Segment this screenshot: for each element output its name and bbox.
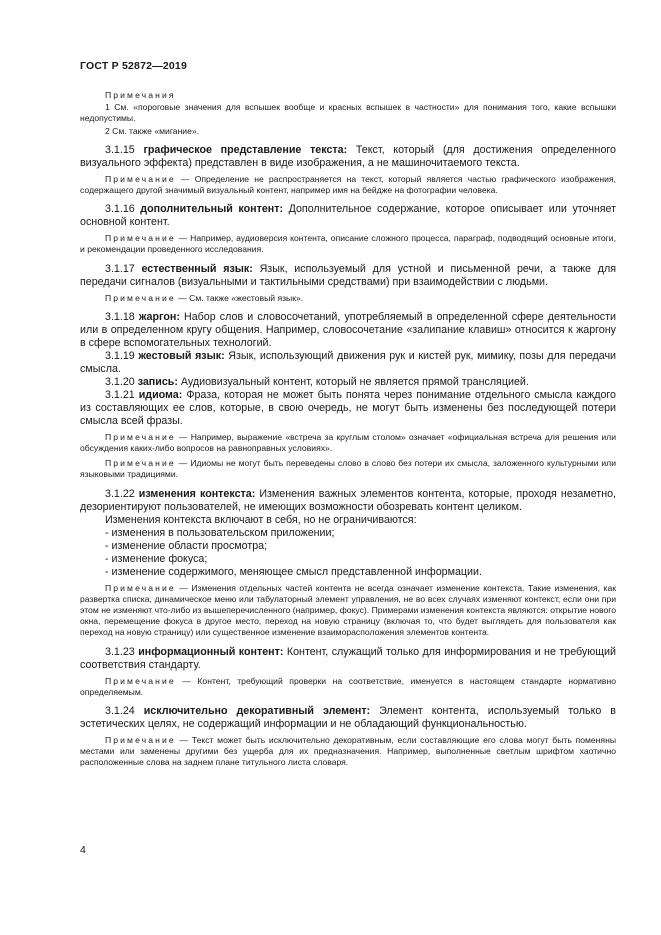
context-change-list	[80, 527, 616, 579]
term-number: 3.1.24	[105, 705, 144, 718]
term-number: 3.1.16	[105, 203, 141, 216]
term-name: идиома:	[138, 388, 183, 401]
term-name: информационный контент:	[138, 645, 284, 658]
term-name: естественный язык:	[141, 262, 253, 275]
term-definition: Фраза, которая не может быть понята через понимание отдельного смысла каждого из составляющих ее слов, которые, в свою очередь, не могут быть изменены без последующей потери смысла всей фразы.	[80, 388, 616, 427]
note-label: Примечание	[105, 233, 176, 244]
page-number: 4	[80, 844, 86, 856]
term-name: графическое представление текста:	[143, 143, 348, 156]
note-dash: —	[175, 675, 198, 686]
term-entry	[80, 646, 616, 672]
term-note	[80, 293, 616, 304]
note-label: Примечание	[105, 458, 176, 469]
note-label: Примечание	[105, 675, 176, 686]
note-text: Например, аудиоверсия контента, описание сложного процесса, параграф, подводящий основные итоги, и рекомендации проведенного исследования.	[80, 233, 616, 255]
note-item-2: 2 См. также «мигание».	[105, 125, 200, 136]
term-definition: Элемент контента, используемый только в эстетических целях, не содержащий информации и не обладающий функциональностью.	[80, 705, 616, 731]
notes-label: Примечания	[105, 90, 176, 100]
term-note	[80, 174, 616, 196]
note-dash: —	[175, 431, 191, 442]
term-number: 3.1.19	[105, 349, 139, 362]
term-number: 3.1.18	[105, 310, 139, 323]
term-entry	[80, 488, 616, 514]
term-entry	[80, 144, 616, 170]
list-item: - изменение содержимого, меняющее смысл представленной информации.	[105, 565, 482, 578]
term-note	[80, 676, 616, 698]
note-dash: —	[175, 458, 191, 469]
note-label: Примечание	[105, 292, 176, 303]
term-name: изменения контекста:	[138, 487, 256, 500]
note-text: Определение не распространяется на текст, который является частью графического изображения, содержащего другой значимый визуальный контент, например имя на бейдже на фотографии человека.	[80, 173, 616, 196]
term-number: 3.1.22	[105, 487, 139, 500]
term-number: 3.1.15	[105, 143, 144, 156]
list-item: - изменение фокуса;	[105, 552, 208, 565]
note-text: См. также «жестовый язык».	[189, 292, 304, 303]
term-definition: Дополнительное содержание, которое описывает или уточняет основной контент.	[80, 203, 617, 229]
note-dash: —	[175, 292, 190, 303]
term-name: жестовый язык:	[138, 349, 225, 362]
note-text: Изменения отдельных частей контента не всегда означает изменение контекста. Такие изменения, как развертка списка, динамическое меню или табулаторный элемент управления, не во всех случаях изменяют контекст, если они при этом не изменяют что-либо из вышеперечисленного (например, фокус). Примерами изменения контекста являются: открытие нового окна, перемещение фокуса в другое место, переход на новую страницу (включая то, что будет выглядеть для пользователя как переход на новую страницу) или существенное изменение взаиморасположения элементов контента.	[80, 582, 616, 638]
list-item: - изменение области просмотра;	[105, 539, 268, 552]
term-definition: Аудиовизуальный контент, который не является прямой трансляцией.	[177, 375, 529, 388]
term-definition: Контент, служащий только для информирования и не требующий соответствия стандарту.	[80, 645, 616, 671]
term-entry	[80, 389, 616, 428]
note-text: Текст может быть исключительно декоративным, если составляющие его слова могут быть поменяны местами или заменены другими без ущерба для их предназначения. Например, выполненные светлым шрифтом хаотично расположенные слова на заднем плане титульного листа словаря.	[80, 735, 616, 768]
term-note	[80, 233, 616, 255]
term-note	[80, 458, 616, 480]
note-label: Примечание	[105, 431, 176, 442]
term-definition: Язык, использующий движения рук и кистей рук, мимику, позы для передачи смысла.	[80, 349, 617, 375]
term-definition: Текст, который (для достижения определенного визуального эффекта) представлен в виде изображения, а не машиночитаемого текста.	[80, 143, 616, 169]
note-label: Примечание	[105, 582, 176, 593]
term-entry	[80, 350, 616, 376]
list-item: - изменения в пользовательском приложении;	[105, 526, 335, 539]
note-dash: —	[175, 582, 192, 593]
note-dash: —	[175, 173, 195, 184]
term-definition: Язык, используемый для устной и письменной речи, а также для передачи сигналов (визуальными и тактильными средствами) при взаимодействии с людьми.	[80, 262, 617, 288]
note-dash: —	[175, 233, 191, 244]
term-number: 3.1.20	[105, 375, 138, 388]
note-item-1: 1 См. «пороговые значения для вспышек вообще и красных вспышек в частности» для понимания того, какие вспышки недопустимы.	[80, 102, 616, 124]
term-number: 3.1.17	[105, 262, 142, 275]
notes-block-top	[80, 90, 616, 137]
term-note	[80, 735, 616, 769]
note-label: Примечание	[105, 735, 176, 746]
term-number: 3.1.23	[105, 645, 139, 658]
note-text: Контент, требующий проверки на соответствие, именуется в настоящем стандарте нормативно определяемым.	[80, 675, 616, 697]
term-entry	[80, 311, 616, 350]
term-entry	[80, 203, 616, 229]
term-name: жаргон:	[138, 310, 180, 323]
term-list-intro: Изменения контекста включают в себя, но не ограничиваются:	[105, 513, 417, 526]
term-name: запись:	[137, 375, 178, 388]
term-definition: Изменения важных элементов контента, которые, проходя незаметно, дезориентируют пользователей, не имеющих возможности обозревать контент целиком.	[80, 487, 617, 513]
note-text: Идиомы не могут быть переведены слово в слово без потери их смысла, заложенного культурными или языковыми традициями.	[80, 458, 617, 480]
term-definition: Набор слов и словосочетаний, употребляемый в определенной сфере деятельности или в определенном кругу общения. Например, словосочетание «залипание клавиш» относится к жаргону в сфере вспомогательных технологий.	[80, 310, 616, 349]
term-entry	[80, 263, 616, 289]
term-entry	[80, 376, 616, 389]
document-header: ГОСТ Р 52872—2019	[80, 60, 188, 72]
term-name: исключительно декоративный элемент:	[143, 705, 371, 718]
term-number: 3.1.21	[105, 388, 139, 401]
term-entry	[80, 705, 616, 731]
note-text: Например, выражение «встреча за круглым столом» означает «официальная встреча для решения или обсуждения каких-либо вопросов на равноправных условиях».	[80, 431, 616, 454]
note-dash: —	[175, 735, 192, 746]
term-name: дополнительный контент:	[140, 203, 284, 216]
term-note	[80, 432, 616, 454]
term-note	[80, 583, 616, 639]
note-label: Примечание	[105, 173, 176, 184]
